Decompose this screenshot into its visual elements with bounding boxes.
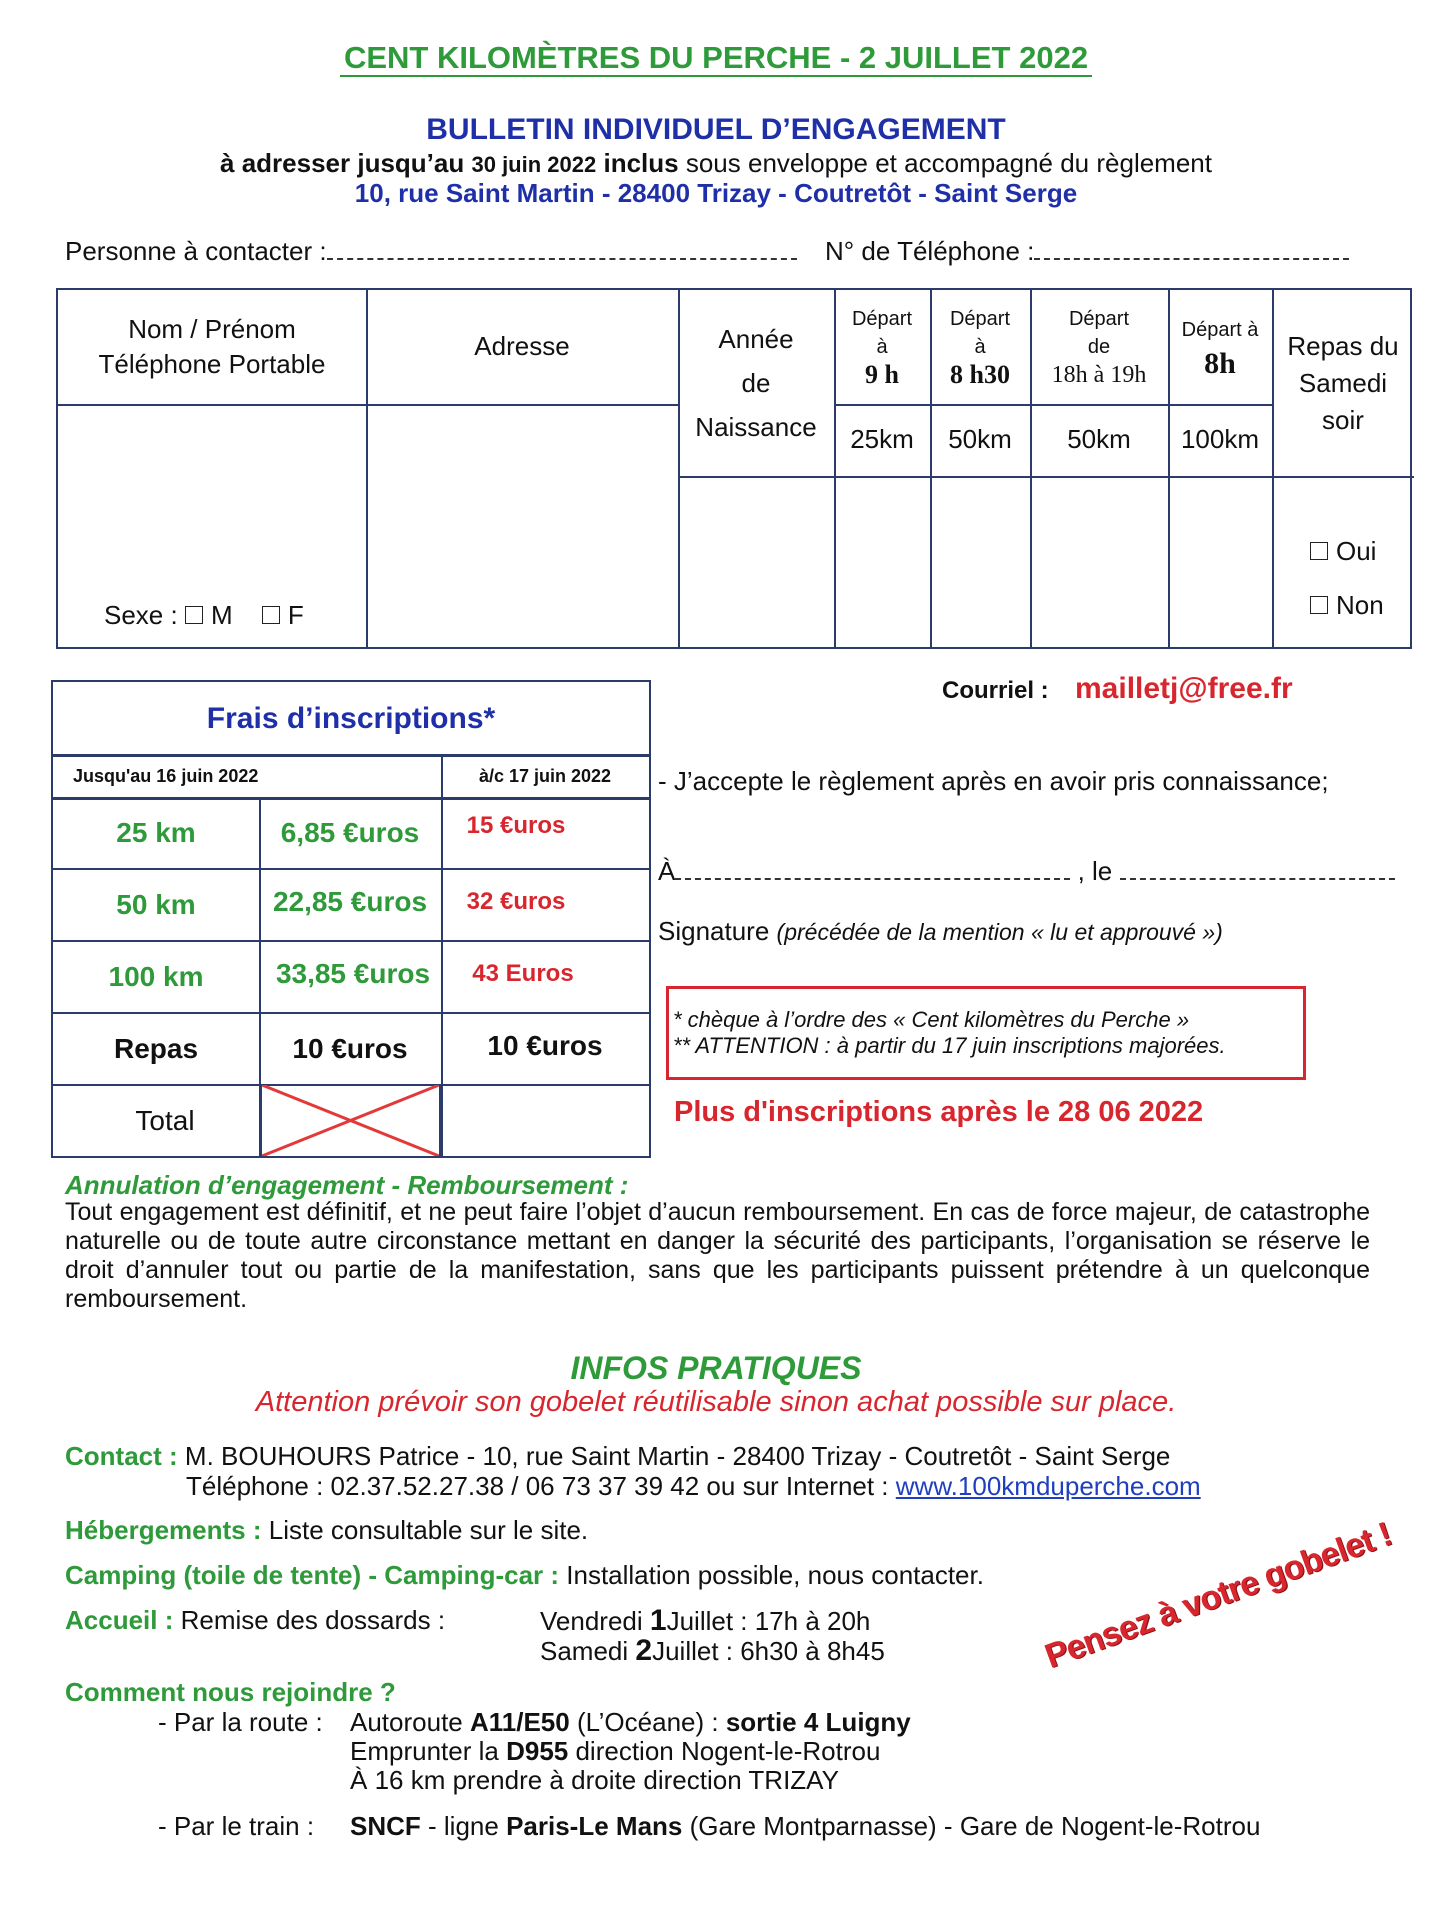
contact-phone-line: N° de Téléphone : — [825, 237, 1349, 266]
departure-header-50-evening: Départ de 18h à 19h — [1051, 308, 1147, 388]
distance-25: 25km — [850, 424, 914, 455]
road-line-2: Emprunter la D955 direction Nogent-le-Rotrou — [350, 1736, 881, 1766]
fees-title: Frais d’inscriptions* — [206, 702, 496, 735]
fee-row-50-label: 50 km — [116, 888, 196, 920]
bulletin-title: BULLETIN INDIVIDUEL D’ENGAGEMENT — [426, 113, 1006, 146]
distance-50-morning: 50km — [948, 424, 1012, 455]
signature-line: Signature (précédée de la mention « lu et approuvé ») — [658, 916, 1223, 946]
departure-header-50-morning: Départ à 8 h30 — [949, 308, 1011, 389]
acceptance-statement: - J’accepte le règlement après en avoir pris connaissance; — [658, 766, 1329, 796]
fees-col-early-header: Jusqu'au 16 juin 2022 — [73, 766, 259, 786]
email-address[interactable]: mailletj@free.fr — [1075, 672, 1293, 705]
postal-address: 10, rue Saint Martin - 28400 Trizay - Coutretôt - Saint Serge — [354, 178, 1078, 208]
train-line: SNCF - ligne Paris-Le Mans (Gare Montparnasse) - Gare de Nogent-le-Rotrou — [350, 1811, 1261, 1841]
cup-reminder-stamp: Pensez à votre gobelet ! — [1040, 1515, 1397, 1676]
camping-line: Camping (toile de tente) - Camping-car : Installation possible, nous contacter. — [65, 1560, 984, 1590]
cancellation-body: Tout engagement est définitif, et ne peut faire l’objet d’aucun remboursement. En cas de force majeur, de catastrophe naturelle ou de toute autre circonstance mettant en danger la sécurité des participants, l’organisation se réserve le droit d’annuler tout ou partie de la manifestation, sans que les participants puissent prétendre à un quelconque remboursement. — [65, 1198, 1370, 1313]
sex-f-checkbox[interactable] — [262, 606, 280, 624]
birth-year-field[interactable] — [680, 478, 832, 649]
fee-row-100-late: 43 Euros — [472, 959, 574, 987]
col-birth-year-header: Année de Naissance — [695, 324, 817, 442]
sex-m-checkbox[interactable] — [185, 606, 203, 624]
distance-50-evening: 50km — [1067, 424, 1131, 455]
fee-row-50-late: 32 €uros — [466, 887, 566, 915]
website-link[interactable]: www.100kmduperche.com — [895, 1471, 1201, 1501]
distance-100: 100km — [1180, 424, 1260, 455]
fee-total-field[interactable] — [443, 1086, 647, 1156]
cup-warning: Attention prévoir son gobelet réutilisable sinon achat possible sur place. — [255, 1386, 1177, 1418]
departure-100-field[interactable] — [1170, 478, 1270, 649]
departure-header-100: Départ à 8h — [1181, 319, 1259, 380]
departure-50-evening-field[interactable] — [1032, 478, 1166, 649]
meal-yes-checkbox[interactable] — [1310, 542, 1328, 560]
fee-row-50-early: 22,85 €uros — [272, 885, 428, 917]
place-date-line: À , le — [658, 856, 1395, 887]
road-line-1: Autoroute A11/E50 (L’Océane) : sortie 4 Luigny — [350, 1707, 911, 1737]
email-label: Courriel : — [942, 677, 1049, 704]
fee-row-meal-late: 10 €uros — [487, 1029, 603, 1061]
fee-row-25-label: 25 km — [116, 816, 196, 848]
fee-total-early-crossed — [259, 1085, 441, 1156]
fee-row-100-early: 33,85 €uros — [275, 957, 431, 989]
directions-title: Comment nous rejoindre ? — [65, 1677, 396, 1707]
departure-25-field[interactable] — [836, 478, 928, 649]
meal-options: Oui Non — [1310, 524, 1384, 632]
registration-deadline: Plus d'inscriptions après le 28 06 2022 — [674, 1096, 1204, 1128]
payment-note-box: * chèque à l’ordre des « Cent kilomètres du Perche » ** ATTENTION : à partir du 17 juin inscriptions majorées. — [666, 986, 1306, 1080]
fee-row-meal-early: 10 €uros — [292, 1032, 408, 1064]
fee-row-meal-label: Repas — [113, 1032, 199, 1064]
col-address-header: Adresse — [474, 331, 570, 362]
fee-row-25-late: 15 €uros — [466, 811, 566, 839]
sex-selector: Sexe : M F — [104, 600, 304, 630]
contact-person-line: Personne à contacter : — [65, 237, 797, 266]
address-field[interactable] — [368, 406, 676, 649]
fees-col-late-header: à/c 17 juin 2022 — [478, 766, 612, 786]
train-label: - Par le train : — [158, 1811, 315, 1841]
col-name-header: Nom / Prénom Téléphone Portable — [98, 313, 326, 379]
registration-table — [56, 288, 1412, 649]
contact-line-2: Téléphone : 02.37.52.27.38 / 06 73 37 39 42 ou sur Internet : www.100kmduperche.com — [186, 1471, 1201, 1501]
meal-no-checkbox[interactable] — [1310, 596, 1328, 614]
welcome-day-2: Samedi 2Juillet : 6h30 à 8h45 — [540, 1634, 885, 1667]
lodging-line: Hébergements : Liste consultable sur le site. — [65, 1515, 589, 1545]
contact-line-1: Contact : M. BOUHOURS Patrice - 10, rue Saint Martin - 28400 Trizay - Coutretôt - Saint Serge — [65, 1441, 1171, 1471]
departure-header-25: Départ à 9 h — [851, 308, 913, 389]
event-title: CENT KILOMÈTRES DU PERCHE - 2 JUILLET 2022 — [0, 40, 1432, 76]
fees-table — [51, 680, 651, 1158]
welcome-line: Accueil : Remise des dossards : — [65, 1605, 446, 1635]
fee-row-25-early: 6,85 €uros — [280, 816, 420, 848]
departure-50-morning-field[interactable] — [932, 478, 1028, 649]
fee-row-100-label: 100 km — [108, 960, 204, 992]
welcome-day-1: Vendredi 1Juillet : 17h à 20h — [540, 1604, 871, 1637]
infos-title: INFOS PRATIQUES — [570, 1350, 862, 1386]
road-line-3: À 16 km prendre à droite direction TRIZAY — [350, 1765, 839, 1795]
road-label: - Par la route : — [158, 1707, 323, 1737]
col-meal-header: Repas du Samedi soir — [1287, 330, 1399, 435]
cancellation-title: Annulation d’engagement - Remboursement : — [65, 1170, 629, 1200]
fee-total-label: Total — [135, 1104, 195, 1136]
send-instructions: à adresser jusqu’au 30 juin 2022 inclus sous enveloppe et accompagné du règlement — [220, 148, 1212, 178]
